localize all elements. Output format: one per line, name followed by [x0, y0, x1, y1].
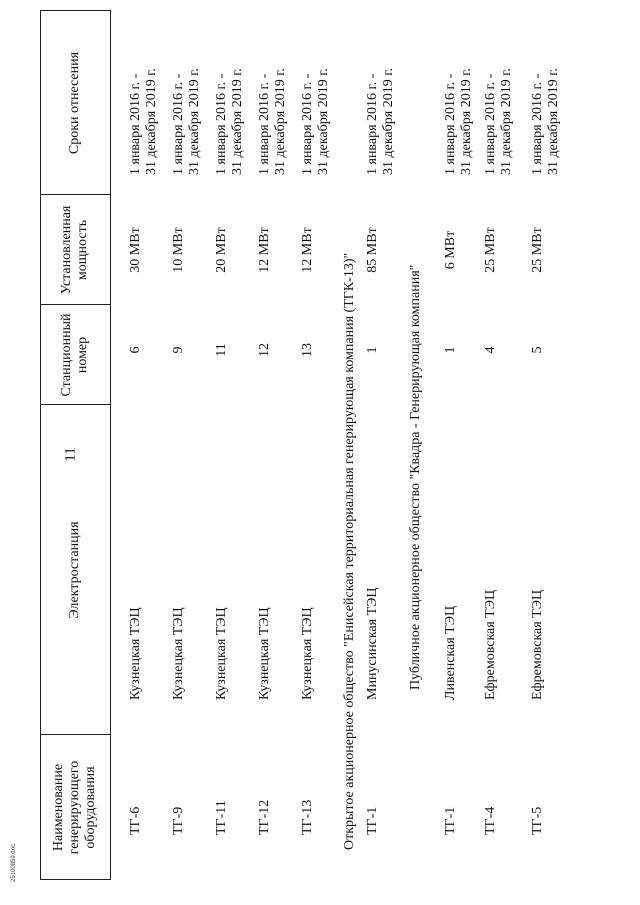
- equipment-code: ТГ-12: [257, 799, 272, 835]
- equipment-code: ТГ-9: [171, 806, 186, 835]
- station-name: Кузнецкая ТЭЦ: [171, 607, 186, 700]
- station-number: 11: [214, 343, 229, 357]
- station-number: 1: [365, 346, 380, 354]
- station-name: Минусинская ТЭЦ: [365, 587, 380, 700]
- period: [530, 15, 562, 175]
- installed-capacity: 25 МВт: [483, 227, 498, 273]
- period: [483, 15, 515, 175]
- period-end: 31 декабря 2019 г.: [273, 68, 288, 175]
- header-equipment: Наименование генерирующего оборудования: [51, 760, 98, 855]
- station-number: 5: [530, 346, 545, 354]
- period: [257, 15, 289, 175]
- period-end: 31 декабря 2019 г.: [381, 68, 396, 175]
- period-start: 1 января 2016 г. -: [300, 73, 315, 175]
- section-title: Публичное акционерное общество "Квадра - Генерирующая компания": [408, 264, 423, 690]
- header-station: Электростанция: [67, 521, 82, 619]
- period-end: 31 декабря 2019 г.: [499, 68, 514, 175]
- equipment-code: ТГ-13: [300, 799, 315, 835]
- station-number: 4: [483, 346, 498, 354]
- period: [214, 15, 246, 175]
- station-name: Ефремовская ТЭЦ: [530, 589, 545, 700]
- station-number: 9: [171, 346, 186, 354]
- period: [365, 15, 397, 175]
- period-start: 1 января 2016 г. -: [443, 73, 458, 175]
- station-number: 12: [257, 343, 272, 357]
- installed-capacity: 25 МВт: [530, 227, 545, 273]
- period-end: 31 декабря 2019 г.: [230, 68, 245, 175]
- header-station-number: Станционный номер: [59, 313, 90, 397]
- station-name: Кузнецкая ТЭЦ: [300, 607, 315, 700]
- period: [128, 15, 160, 175]
- installed-capacity: 85 МВт: [365, 227, 380, 273]
- period-end: 31 декабря 2019 г.: [459, 68, 474, 175]
- header-bottom-border: [110, 10, 111, 880]
- installed-capacity: 10 МВт: [171, 227, 186, 273]
- header-installed-capacity: Установленная мощность: [59, 205, 90, 295]
- period: [300, 15, 332, 175]
- equipment-code: ТГ-1: [365, 806, 380, 835]
- period-start: 1 января 2016 г. -: [365, 73, 380, 175]
- period-end: 31 декабря 2019 г.: [546, 68, 561, 175]
- station-number: 13: [300, 343, 315, 357]
- period-start: 1 января 2016 г. -: [214, 73, 229, 175]
- period-start: 1 января 2016 г. -: [483, 73, 498, 175]
- period-end: 31 декабря 2019 г.: [144, 68, 159, 175]
- period-end: 31 декабря 2019 г.: [187, 68, 202, 175]
- station-name: Кузнецкая ТЭЦ: [128, 607, 143, 700]
- station-name: Ливенская ТЭЦ: [443, 605, 458, 700]
- page-number: 11: [62, 447, 79, 462]
- equipment-code: ТГ-5: [530, 806, 545, 835]
- equipment-code: ТГ-6: [128, 806, 143, 835]
- period: [443, 15, 475, 175]
- document-file-code: 25100859.doc: [11, 843, 17, 882]
- installed-capacity: 6 МВт: [443, 230, 458, 270]
- installed-capacity: 12 МВт: [257, 227, 272, 273]
- installed-capacity: 20 МВт: [214, 227, 229, 273]
- station-name: Кузнецкая ТЭЦ: [214, 607, 229, 700]
- period-end: 31 декабря 2019 г.: [316, 68, 331, 175]
- period: [171, 15, 203, 175]
- equipment-code: ТГ-1: [443, 806, 458, 835]
- installed-capacity: 30 МВт: [128, 227, 143, 273]
- period-start: 1 января 2016 г. -: [257, 73, 272, 175]
- period-start: 1 января 2016 г. -: [128, 73, 143, 175]
- section-title: Открытое акционерное общество "Енисейская территориальная генерирующая компания (ТГК-13)": [342, 252, 357, 850]
- station-number: 1: [443, 346, 458, 354]
- header-period: Сроки отнесения: [67, 51, 82, 155]
- generating-equipment-table: [40, 10, 580, 880]
- period-start: 1 января 2016 г. -: [530, 73, 545, 175]
- period-start: 1 января 2016 г. -: [171, 73, 186, 175]
- equipment-code: ТГ-4: [483, 806, 498, 835]
- equipment-code: ТГ-11: [214, 800, 229, 835]
- installed-capacity: 12 МВт: [300, 227, 315, 273]
- station-name: Кузнецкая ТЭЦ: [257, 607, 272, 700]
- station-name: Ефремовская ТЭЦ: [483, 589, 498, 700]
- station-number: 6: [128, 346, 143, 354]
